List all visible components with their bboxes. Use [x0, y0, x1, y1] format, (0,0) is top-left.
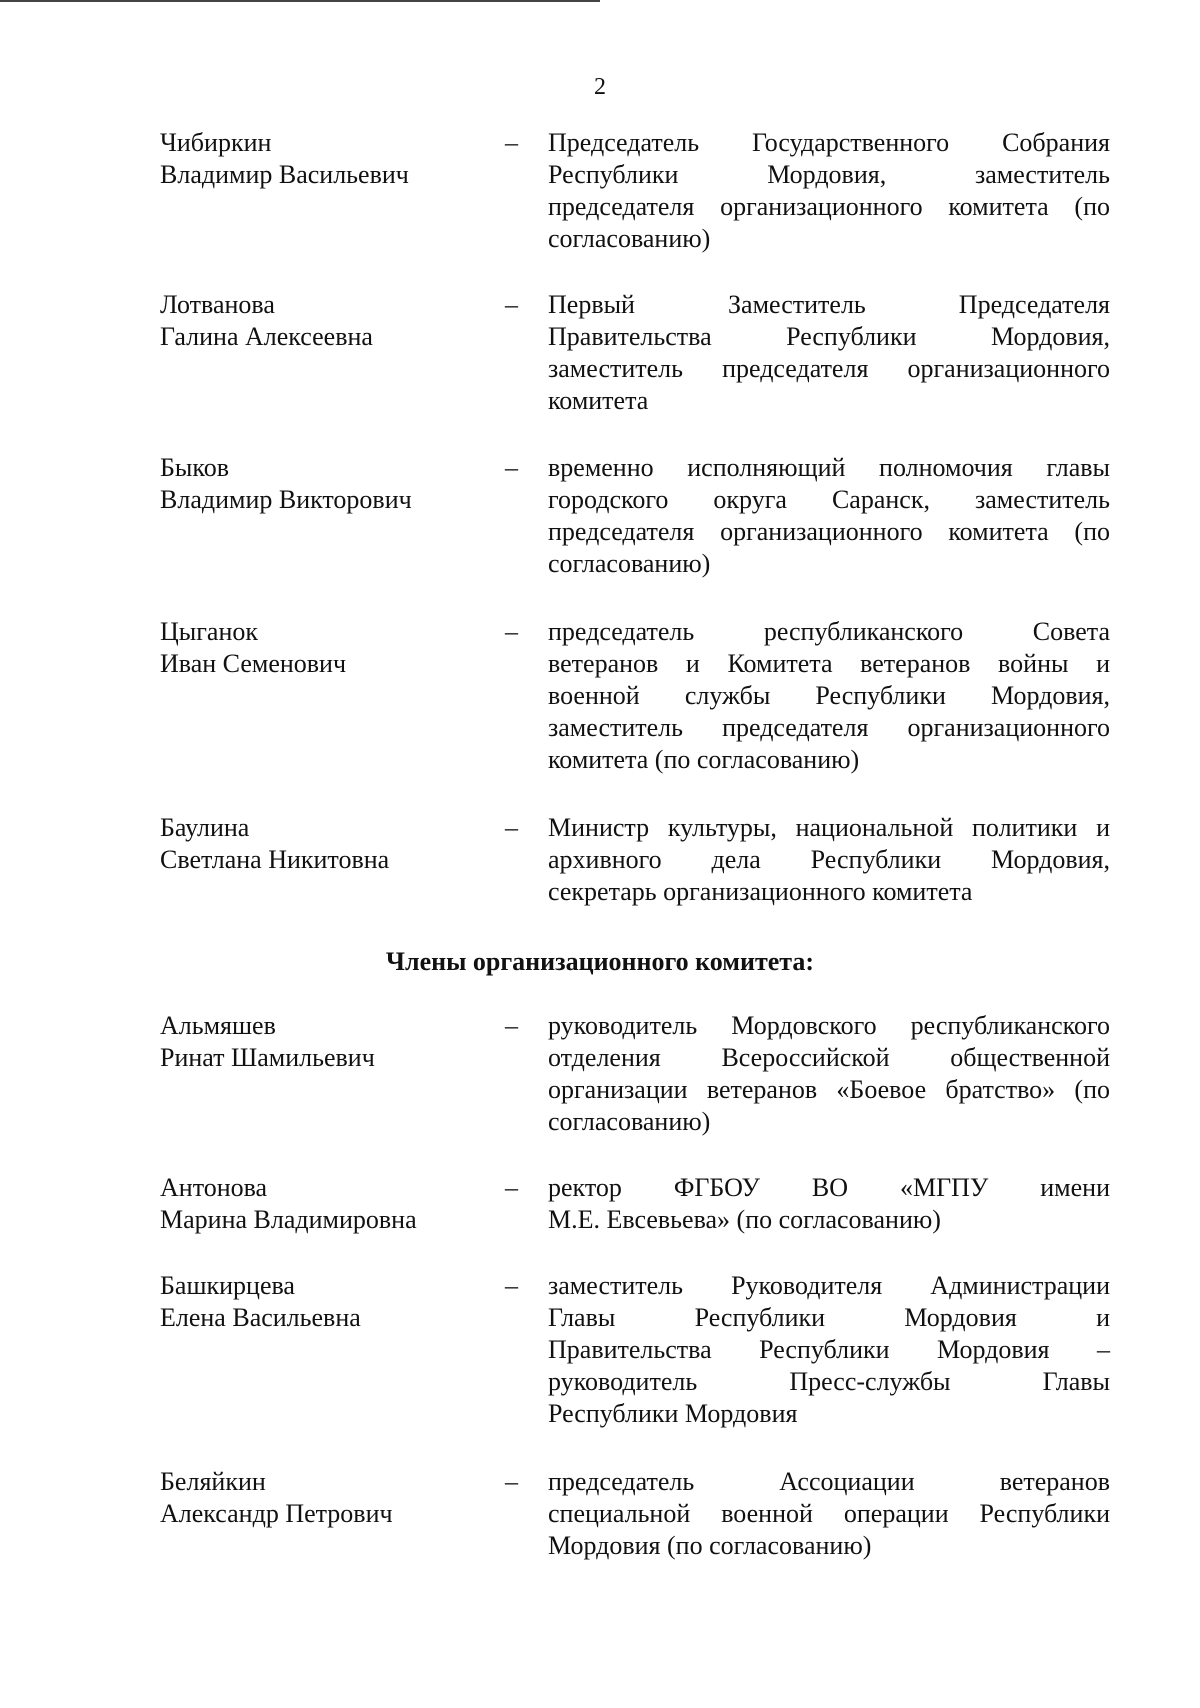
role-line: ветеранов и Комитета ветеранов войны и [548, 649, 1110, 678]
dash-separator: – [505, 1011, 518, 1040]
page-number: 2 [594, 74, 606, 100]
role-line: специальной военной операции Республики [548, 1499, 1110, 1528]
person-name [160, 616, 490, 680]
role-line: согласованию) [548, 224, 711, 253]
person-name [160, 1010, 490, 1074]
role-line: Министр культуры, национальной политики и [548, 813, 1110, 842]
person-given-names: Светлана Никитовна [160, 845, 390, 874]
role-line: Председатель Государственного Собрания [548, 128, 1110, 157]
person-name [160, 812, 490, 876]
role-line: Республики Мордовия, заместитель [548, 160, 1110, 189]
person-role [548, 1270, 1110, 1430]
role-line: городского округа Саранск, заместитель [548, 485, 1110, 514]
role-line: председателя организационного комитета (по [548, 517, 1110, 546]
role-line: отделения Всероссийской общественной [548, 1043, 1110, 1072]
person-name [160, 1270, 490, 1334]
person-given-names: Владимир Васильевич [160, 160, 409, 189]
person-surname: Баулина [160, 813, 250, 842]
person-given-names: Владимир Викторович [160, 485, 412, 514]
role-line: руководитель Мордовского республиканского [548, 1011, 1110, 1040]
dash-separator: – [505, 1271, 518, 1300]
dash-separator: – [505, 453, 518, 482]
person-surname: Лотванова [160, 290, 275, 319]
person-role [548, 812, 1110, 908]
role-line: Правительства Республики Мордовия, [548, 322, 1110, 351]
role-line: Мордовия (по согласованию) [548, 1531, 872, 1560]
person-role [548, 1172, 1110, 1236]
person-name [160, 127, 490, 191]
dash-separator: – [505, 290, 518, 319]
role-line: Главы Республики Мордовия и [548, 1303, 1110, 1332]
role-line: согласованию) [548, 549, 711, 578]
person-role [548, 616, 1110, 776]
role-line: М.Е. Евсевьева» (по согласованию) [548, 1205, 941, 1234]
person-role [548, 127, 1110, 255]
person-given-names: Елена Васильевна [160, 1303, 361, 1332]
role-line: архивного дела Республики Мордовия, [548, 845, 1110, 874]
members-heading: Члены организационного комитета: [385, 947, 815, 976]
role-line: заместитель председателя организационного [548, 713, 1110, 742]
person-role [548, 1010, 1110, 1138]
dash-separator: – [505, 128, 518, 157]
role-line: комитета [548, 386, 649, 415]
person-name [160, 452, 490, 516]
role-line: секретарь организационного комитета [548, 877, 973, 906]
person-surname: Беляйкин [160, 1467, 266, 1496]
role-line: военной службы Республики Мордовия, [548, 681, 1110, 710]
role-line: комитета (по согласованию) [548, 745, 860, 774]
person-surname: Башкирцева [160, 1271, 295, 1300]
person-name [160, 1466, 490, 1530]
role-line: председателя организационного комитета (по [548, 192, 1110, 221]
role-line: председатель Ассоциации ветеранов [548, 1467, 1110, 1496]
person-surname: Быков [160, 453, 229, 482]
role-line: заместитель Руководителя Администрации [548, 1271, 1110, 1300]
person-role [548, 289, 1110, 417]
role-line: председатель республиканского Совета [548, 617, 1110, 646]
dash-separator: – [505, 813, 518, 842]
person-given-names: Марина Владимировна [160, 1205, 417, 1234]
person-name [160, 289, 490, 353]
role-line: Первый Заместитель Председателя [548, 290, 1110, 319]
person-given-names: Ринат Шамильевич [160, 1043, 375, 1072]
person-given-names: Александр Петрович [160, 1499, 393, 1528]
role-line: Правительства Республики Мордовия – [548, 1335, 1110, 1364]
person-surname: Антонова [160, 1173, 268, 1202]
person-name [160, 1172, 490, 1236]
scan-edge-line [0, 0, 600, 2]
role-line: заместитель председателя организационного [548, 354, 1110, 383]
role-line: согласованию) [548, 1107, 711, 1136]
role-line: руководитель Пресс-службы Главы [548, 1367, 1110, 1396]
role-line: временно исполняющий полномочия главы [548, 453, 1110, 482]
role-line: Республики Мордовия [548, 1399, 798, 1428]
role-line: ректор ФГБОУ ВО «МГПУ имени [548, 1173, 1110, 1202]
person-role [548, 452, 1110, 580]
person-given-names: Галина Алексеевна [160, 322, 373, 351]
person-given-names: Иван Семенович [160, 649, 347, 678]
dash-separator: – [505, 617, 518, 646]
person-surname: Чибиркин [160, 128, 272, 157]
dash-separator: – [505, 1467, 518, 1496]
dash-separator: – [505, 1173, 518, 1202]
person-surname: Цыганок [160, 617, 258, 646]
person-surname: Альмяшев [160, 1011, 276, 1040]
person-role [548, 1466, 1110, 1562]
role-line: организации ветеранов «Боевое братство» (по [548, 1075, 1110, 1104]
